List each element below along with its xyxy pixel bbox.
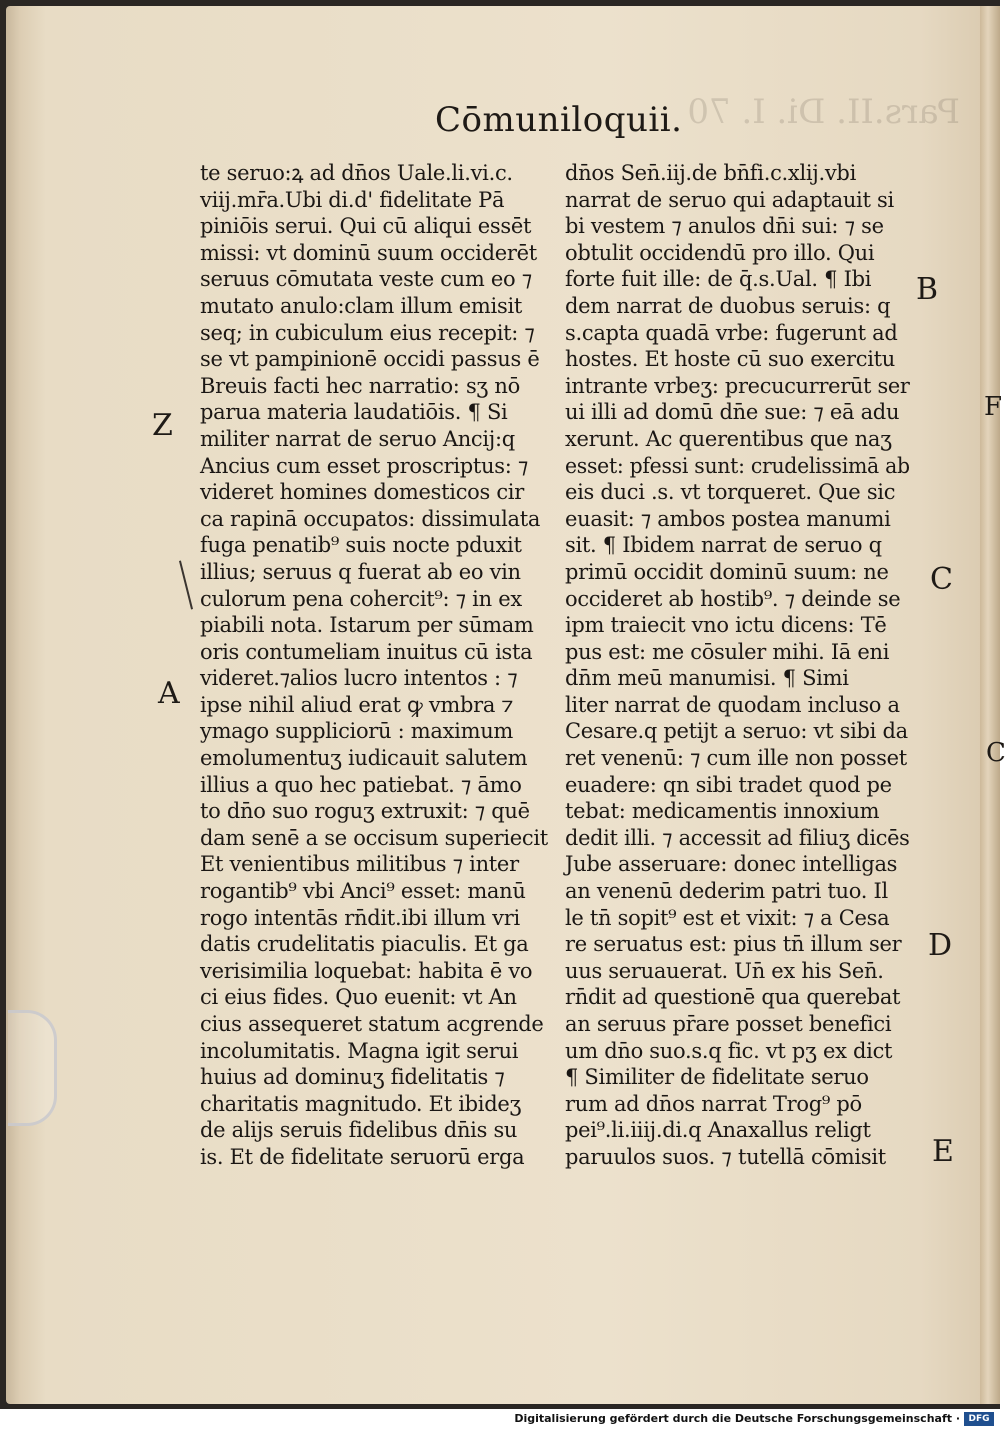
text-line: xerunt. Ac querentibus que naʒ — [565, 426, 892, 451]
text-line: esset: pfessi sunt: crudelissimā ab — [565, 453, 910, 478]
text-line: fuga penatib⁹ suis nocte pduxit — [200, 533, 522, 558]
text-line: rogantib⁹ vbi Anci⁹ esset: manū — [200, 879, 526, 904]
text-line: to dn̄o suo roguʒ extruxit: ⁊ quē — [200, 799, 530, 824]
text-line: euasit: ⁊ ambos postea manumi — [565, 506, 891, 531]
text-line: militer narrat de seruo Ancij:q — [200, 426, 515, 451]
footer-credit: Digitalisierung gefördert durch die Deutsche Forschungsgemeinschaft · — [514, 1412, 960, 1425]
text-line: videret.⁊alios lucro intentos : ⁊ — [200, 666, 518, 691]
text-line: huius ad dominuʒ fidelitatis ⁊ — [200, 1065, 505, 1090]
text-line: pei⁹.li.iiij.di.q Anaxallus religt — [565, 1118, 871, 1143]
dfg-logo: DFG — [964, 1412, 994, 1426]
text-line: ui illi ad domū dn̄e sue: ⁊ eā adu — [565, 400, 900, 425]
running-header: Cōmuniloquii. — [435, 100, 683, 140]
margin-marker-e: E — [932, 1134, 954, 1169]
text-line: piniōis serui. Qui cū aliqui essēt — [200, 214, 532, 239]
edge-marker-c: C — [986, 738, 1006, 768]
text-line: Et venientibus militibus ⁊ inter — [200, 852, 519, 877]
text-line: oris contumeliam inuitus cū ista — [200, 639, 533, 664]
text-line: rogo intentās rn̄dit.ibi illum vri — [200, 905, 520, 930]
page-edge — [980, 6, 1003, 1404]
text-line: rum ad dn̄os narrat Trog⁹ pō — [565, 1091, 862, 1116]
text-line: illius a quo hec patiebat. ⁊ āmo — [200, 772, 522, 797]
edge-marker-f: F — [984, 392, 1003, 422]
text-line: incolumitatis. Magna igit serui — [200, 1038, 519, 1063]
text-line: ipse nihil aliud erat ꝙ vmbra ⁊ — [200, 692, 514, 717]
text-line: ca rapinā occupatos: dissimulata — [200, 506, 541, 531]
text-line: parua materia laudatiōis. ¶ Si — [200, 400, 508, 425]
text-line: primū occidit dominū suum: ne — [565, 559, 889, 584]
text-line: seruus cōmutata veste cum eo ⁊ — [200, 267, 532, 292]
margin-marker-a: A — [158, 676, 180, 711]
text-line: illius; seruus q fuerat ab eo vin — [200, 559, 521, 584]
text-line: uus seruauerat. Un̄ ex his Sen̄. — [565, 958, 884, 983]
text-line: sit. ¶ Ibidem narrat de seruo q — [565, 533, 882, 558]
bleed-through-header: Pars.II. Di. I. 70 — [687, 92, 960, 132]
text-line: ¶ Similiter de fidelitate seruo — [565, 1065, 869, 1090]
margin-marker-b: B — [916, 272, 939, 307]
text-line: re seruatus est: pius tn̄ illum ser — [565, 932, 902, 957]
text-line: dam senē a se occisum superiecit — [200, 825, 548, 850]
text-line: um dn̄o suo.s.q fic. vt pʒ ex dict — [565, 1038, 893, 1063]
text-line: viij.mr̄a.Ubi di.d' fidelitate Pā — [200, 187, 505, 212]
text-line: cius assequeret statum acgrende — [200, 1012, 544, 1036]
text-line: dn̄os Sen̄.iij.de bn̄fi.c.xlij.vbi — [565, 161, 856, 185]
text-line: mutato anulo:clam illum emisit — [200, 293, 522, 318]
text-line: Cesare.q petijt a seruo: vt sibi da — [565, 719, 908, 744]
text-line: emolumentuʒ iudicauit salutem — [200, 746, 528, 771]
text-line: le tn̄ sopit⁹ est et vixit: ⁊ a Cesa — [565, 905, 890, 930]
text-line: occideret ab hostib⁹. ⁊ deinde se — [565, 586, 901, 611]
right-text-column — [565, 160, 910, 1171]
text-line: datis crudelitatis piaculis. Et ga — [200, 932, 529, 957]
text-line: rn̄dit ad questionē qua querebat — [565, 985, 901, 1010]
page-clip — [8, 1010, 57, 1126]
text-line: se vt pampinionē occidi passus ē — [200, 347, 540, 372]
text-line: verisimilia loquebat: habita ē vo — [200, 958, 533, 983]
footer-bar — [0, 1409, 1000, 1431]
text-line: forte fuit ille: de q̄.s.Ual. ¶ Ibi — [565, 267, 872, 292]
text-line: dem narrat de duobus seruis: q — [565, 293, 891, 318]
text-line: hostes. Et hoste cū suo exercitu — [565, 347, 896, 372]
text-line: de alijs seruis fidelibus dn̄is su — [200, 1118, 518, 1143]
text-line: ipm traiecit vno ictu dicens: Tē — [565, 613, 887, 638]
text-line: paruulos suos. ⁊ tutellā cōmisit — [565, 1144, 886, 1169]
text-line: piabili nota. Istarum per sūmam — [200, 613, 534, 638]
left-text-column — [200, 160, 550, 1171]
text-line: euadere: qn sibi tradet quod pe — [565, 772, 892, 797]
text-line: Jube asseruare: donec intelligas — [565, 852, 898, 877]
text-line: an seruus pr̄are posset benefici — [565, 1012, 892, 1036]
text-line: ymago suppliciorū : maximum — [200, 719, 514, 744]
text-line: is. Et de fidelitate seruorū erga — [200, 1144, 525, 1169]
text-line: narrat de seruo qui adaptauit si — [565, 187, 894, 212]
text-line: dn̄m meū manumisi. ¶ Simi — [565, 666, 849, 691]
text-line: culorum pena cohercit⁹: ⁊ in ex — [200, 586, 522, 611]
text-line: tebat: medicamentis innoxium — [565, 799, 880, 824]
text-line: Ancius cum esset proscriptus: ⁊ — [200, 453, 529, 478]
text-line: seq; in cubiculum eius recepit: ⁊ — [200, 320, 535, 345]
text-line: liter narrat de quodam incluso a — [565, 692, 900, 717]
text-line: charitatis magnitudo. Et ibideʒ — [200, 1091, 522, 1116]
text-line: Breuis facti hec narratio: sʒ nō — [200, 373, 520, 398]
text-line: bi vestem ⁊ anulos dn̄i sui: ⁊ se — [565, 214, 884, 239]
margin-marker-d: D — [928, 928, 953, 963]
text-line: videret homines domesticos cir — [200, 480, 524, 505]
text-line: obtulit occidendū pro illo. Qui — [565, 240, 875, 265]
margin-marker-c: C — [930, 562, 953, 597]
text-line: missi: vt dominū suum occiderēt — [200, 240, 537, 265]
text-line: dedit illi. ⁊ accessit ad filiuʒ dicēs — [565, 825, 910, 850]
text-line: eis duci .s. vt torqueret. Que sic — [565, 480, 896, 505]
text-line: ret venenū: ⁊ cum ille non posset — [565, 746, 907, 771]
text-line: intrante vrbeʒ: precucurrerūt ser — [565, 373, 910, 398]
text-line: te seruo:ꝝ ad dn̄os Uale.li.vi.c. — [200, 161, 513, 185]
margin-marker-z: Z — [152, 408, 173, 443]
text-line: pus est: me cōsuler mihi. Iā eni — [565, 639, 890, 664]
text-line: ci eius fides. Quo euenit: vt An — [200, 985, 517, 1010]
text-line: s.capta quadā vrbe: fugerunt ad — [565, 320, 898, 345]
text-line: an venenū dederim patri tuo. Il — [565, 879, 888, 904]
